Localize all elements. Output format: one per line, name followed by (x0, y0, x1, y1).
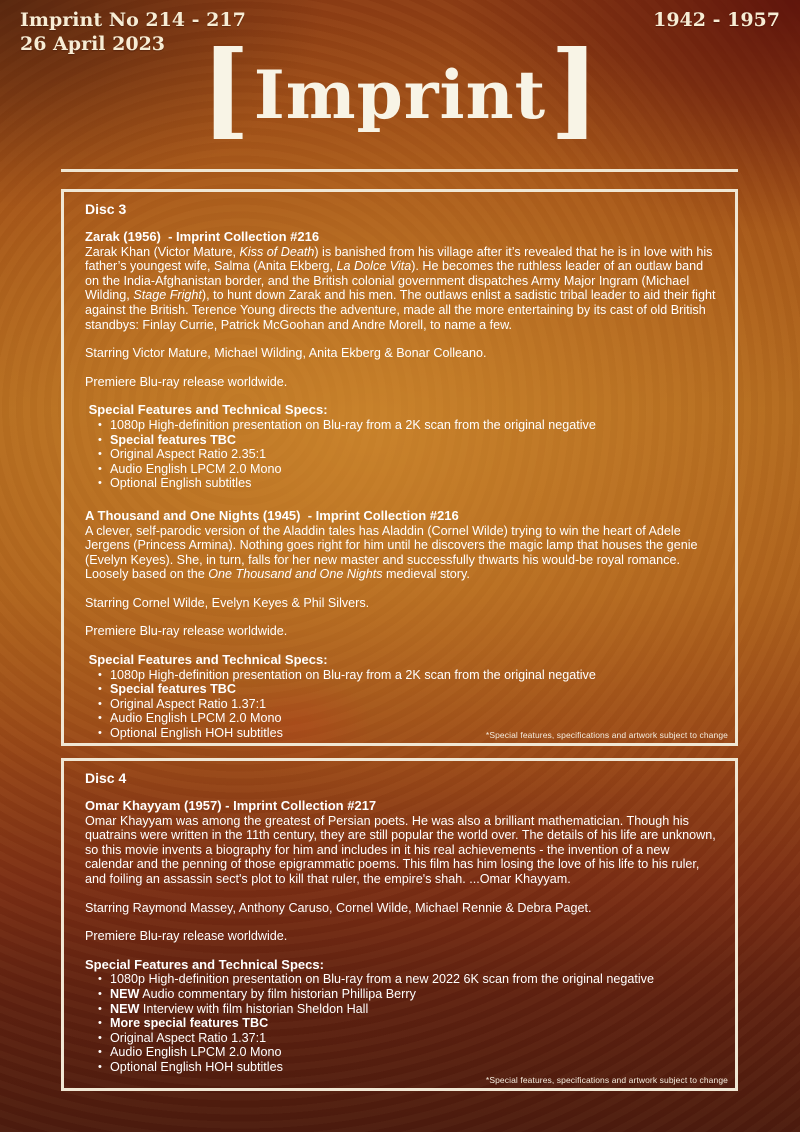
spec-item: • NEW Audio commentary by film historian Phillipa Berry (98, 987, 717, 1002)
disc3-box (61, 189, 738, 746)
film-premiere-omar-khayyam: Premiere Blu-ray release worldwide. (85, 929, 288, 944)
specs-heading-omar-khayyam: Special Features and Technical Specs: (85, 956, 324, 972)
specs-heading-zarak: Special Features and Technical Specs: (85, 402, 328, 418)
spec-item: • Audio English LPCM 2.0 Mono (98, 1045, 717, 1060)
specs-list-zarak (85, 418, 717, 491)
film-premiere-zarak: Premiere Blu-ray release worldwide. (85, 374, 288, 389)
issue-date: 26 April 2023 (20, 32, 166, 55)
film-title-thousand-nights: A Thousand and One Nights (1945) - Imprint Collection #216 (85, 507, 459, 523)
film-title-zarak: Zarak (1956) - Imprint Collection #216 (85, 229, 320, 244)
spec-item: • 1080p High-definition presentation on Blu-ray from a 2K scan from the original negative (98, 418, 717, 433)
film-starring-thousand-nights: Starring Cornel Wilde, Evelyn Keyes & Phil Silvers. (85, 595, 370, 610)
spec-item: • 1080p High-definition presentation on Blu-ray from a 2K scan from the original negative (98, 668, 717, 683)
spec-item: • Original Aspect Ratio 1.37:1 (98, 697, 717, 712)
imprint-logo (0, 26, 800, 156)
spec-item: • Special features TBC (98, 682, 717, 697)
spec-item: • Optional English HOH subtitles (98, 1060, 717, 1075)
logo-bracket-right: ] (550, 27, 600, 150)
film-synopsis-zarak: Zarak Khan (Victor Mature, Kiss of Death) is banished from his village after it’s revealed that he is in love with his father’s youngest wife, Salma (Anita Ekberg, La Dolce Vita). He becomes the ruthless leader of an outlaw band on the India-Afghanistan border, and the British colonial government dispatches Army Major Ingram (Michael Wilding, Stage Fright), to hunt down Zarak and his men. The outlaws enlist a sadistic tribal leader to aid their fight against the British. Terence Young directs the adventure, made all the more entertaining by its cast of old British standbys: Finlay Currie, Patrick McGoohan and Andre Morell, to name a few. (85, 244, 716, 332)
film-premiere-thousand-nights: Premiere Blu-ray release worldwide. (85, 624, 288, 639)
spec-item: • 1080p High-definition presentation on Blu-ray from a new 2022 6K scan from the original negative (98, 972, 717, 987)
film-synopsis-thousand-nights: A clever, self-parodic version of the Aladdin tales has Aladdin (Cornel Wilde) trying to win the heart of Adele Jergens (Princess Armina). Nothing goes right for him until he discovers the magic lamp that houses the genie (Evelyn Keyes). She, in turn, falls for her new master and successfully thwarts his would-be royal romance. Loosely based on the One Thousand and One Nights medieval story. (85, 523, 698, 582)
logo-word: Imprint (253, 56, 547, 134)
disclaimer-footnote: *Special features, specifications and artwork subject to change (485, 1075, 728, 1085)
spec-item: • Special features TBC (98, 433, 717, 448)
issue-number: Imprint No 214 - 217 (20, 9, 246, 31)
header-divider-rule (61, 169, 738, 172)
film-starring-zarak: Starring Victor Mature, Michael Wilding, Anita Ekberg & Bonar Colleano. (85, 346, 487, 361)
film-synopsis-omar-khayyam: Omar Khayyam was among the greatest of Persian poets. He was also a brilliant mathematician. Though his quatrains were written in the 11th century, they are still popular the world over. The details of his life are unknown, so this movie invents a biography for him and includes in it his real achievements - the invention of a new calendar and the penning of those epigrammatic poems. This film has him losing the love of his life to his ruler, and foiling an assassin sect's plot to kill that ruler, the empire's shah. ...Omar Khayyam. (85, 813, 716, 886)
disc-label: Disc 3 (85, 201, 127, 217)
spec-item: • Optional English HOH subtitles (98, 726, 717, 741)
disc-label: Disc 4 (85, 770, 127, 786)
film-starring-omar-khayyam: Starring Raymond Massey, Anthony Caruso, Cornel Wilde, Michael Rennie & Debra Paget. (85, 900, 592, 915)
spec-item: • Original Aspect Ratio 2.35:1 (98, 447, 717, 462)
release-years: 1942 - 1957 (653, 9, 780, 31)
disclaimer-footnote: *Special features, specifications and artwork subject to change (485, 730, 728, 740)
spec-item: • Original Aspect Ratio 1.37:1 (98, 1031, 717, 1046)
spec-item: • NEW Interview with film historian Sheldon Hall (98, 1002, 717, 1017)
spec-item: • Audio English LPCM 2.0 Mono (98, 462, 717, 477)
disc4-box (61, 758, 738, 1091)
logo-bracket-left: [ (200, 27, 250, 150)
specs-heading-thousand-nights: Special Features and Technical Specs: (85, 652, 328, 668)
spec-item: • Audio English LPCM 2.0 Mono (98, 711, 717, 726)
spec-item: • More special features TBC (98, 1016, 717, 1031)
spec-item: • Optional English subtitles (98, 476, 717, 491)
film-title-omar-khayyam: Omar Khayyam (1957) - Imprint Collection #217 (85, 798, 377, 813)
specs-list-omar-khayyam (85, 972, 717, 1074)
